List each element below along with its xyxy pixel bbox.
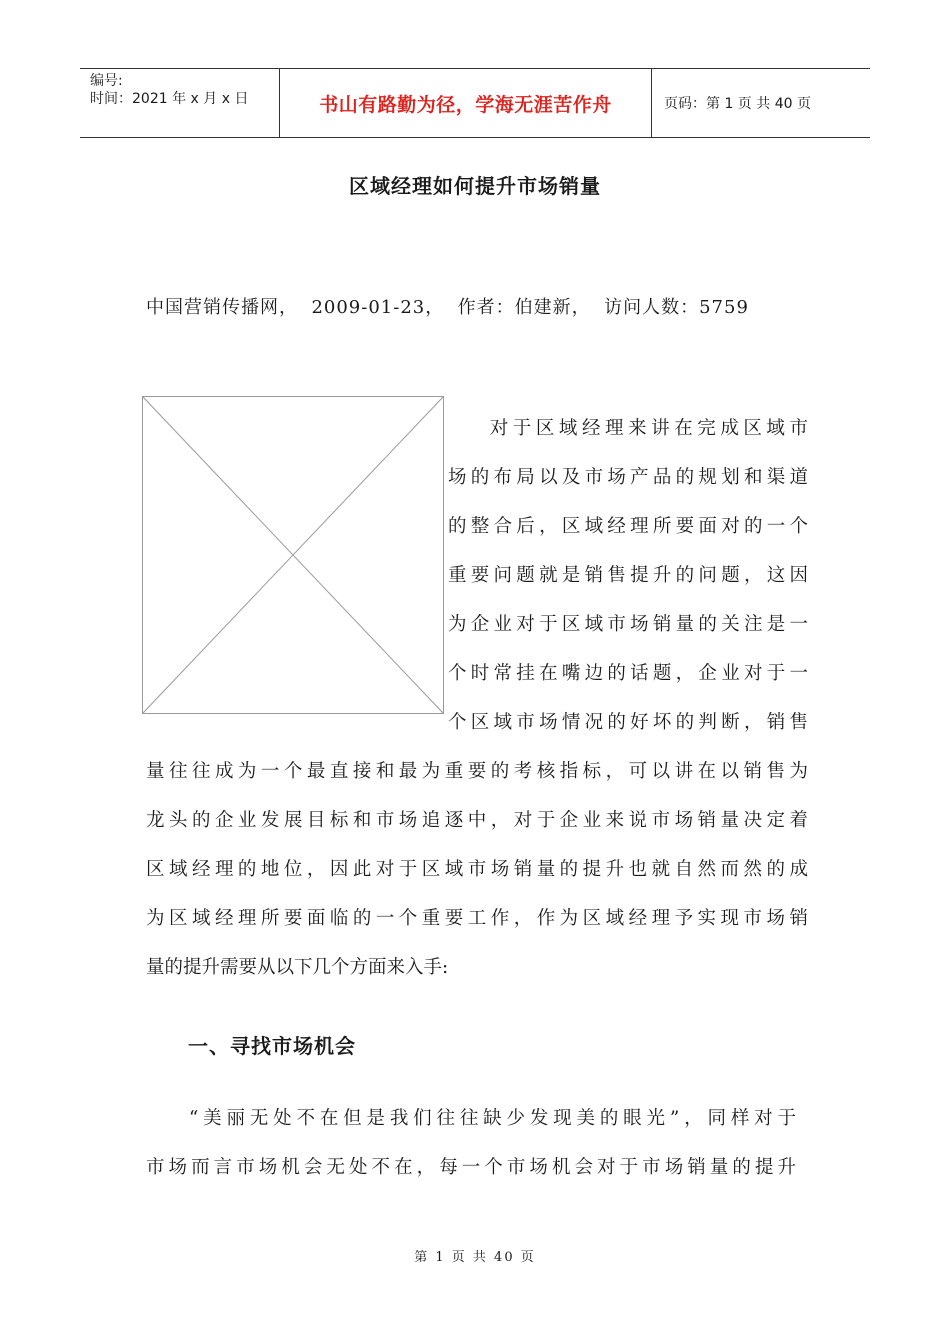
- page-info: 页码：第 1 页 共 40 页: [664, 96, 811, 112]
- paragraph-line: “美丽无处不在但是我们往往缺少发现美的眼光”，同样对于: [146, 1108, 796, 1129]
- paragraph-line: 区域经理的地位，因此对于区域市场销量的提升也就自然而然的成: [146, 859, 808, 880]
- motto-text: 书山有路勤为径，学海无涯苦作舟: [319, 93, 612, 116]
- paragraph-line: 的整合后，区域经理所要面对的一个: [448, 516, 808, 537]
- paragraph-line: 市场而言市场机会无处不在，每一个市场机会对于市场销量的提升: [146, 1157, 796, 1178]
- paragraph-line: 为区域经理所要面临的一个重要工作，作为区域经理予实现市场销: [146, 908, 808, 929]
- paragraph-line: 龙头的企业发展目标和市场追逐中，对于企业来说市场销量决定着: [146, 810, 808, 831]
- section-heading: 一、寻找市场机会: [188, 1034, 356, 1058]
- section-paragraph: [146, 1094, 796, 1192]
- document-title: 区域经理如何提升市场销量: [349, 174, 601, 198]
- paragraph-line: 对于区域经理来讲在完成区域市: [448, 418, 808, 439]
- source-line: 中国营销传播网， 2009-01-23， 作者：伯建新， 访问人数：5759: [146, 297, 749, 318]
- number-label: 编号:: [90, 73, 123, 89]
- paragraph-line: 重要问题就是销售提升的问题，这因: [448, 565, 808, 586]
- document-header: [80, 68, 870, 138]
- intro-paragraph-wrapped: [448, 404, 808, 747]
- paragraph-line: 为企业对于区域市场销量的关注是一: [448, 614, 808, 635]
- header-page-cell: [652, 69, 870, 137]
- date-label: 时间：2021 年 x 月 x 日: [90, 91, 249, 107]
- header-meta: [80, 69, 280, 137]
- intro-paragraph-continued: [146, 747, 808, 992]
- paragraph-line: 量往往成为一个最直接和最为重要的考核指标，可以讲在以销售为: [146, 761, 808, 782]
- image-placeholder: [142, 396, 444, 714]
- paragraph-line: 量的提升需要从以下几个方面来入手:: [146, 957, 449, 978]
- page-footer: 第 1 页 共 40 页: [414, 1250, 536, 1265]
- paragraph-line: 个区域市场情况的好坏的判断，销售: [448, 712, 808, 733]
- header-motto-cell: [280, 69, 652, 137]
- paragraph-line: 个时常挂在嘴边的话题，企业对于一: [448, 663, 808, 684]
- paragraph-line: 场的布局以及市场产品的规划和渠道: [448, 467, 808, 488]
